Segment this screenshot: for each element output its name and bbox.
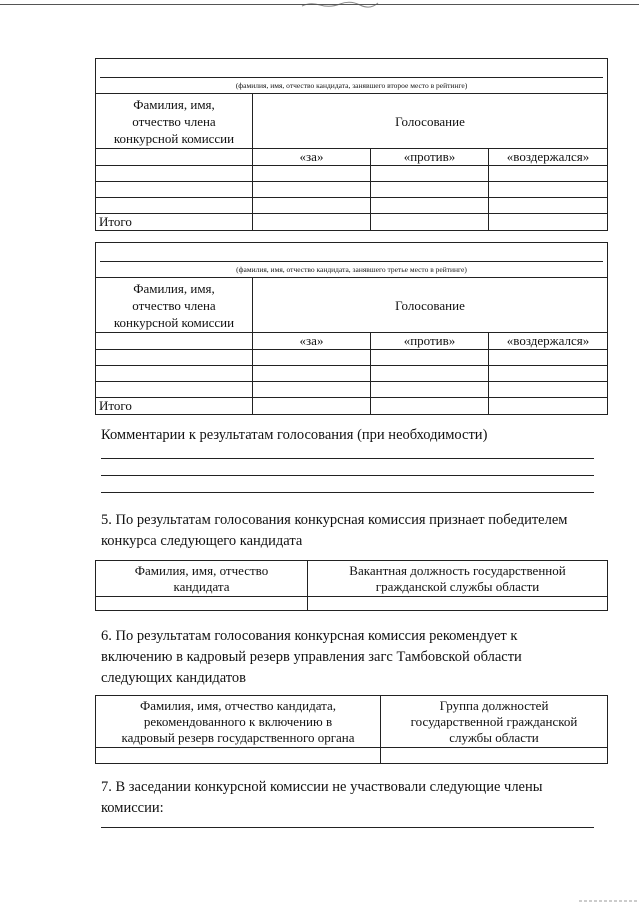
header-line-3: службы области	[449, 729, 539, 745]
table-row	[96, 597, 608, 611]
header-row	[96, 278, 608, 333]
section-7-line-1: 7. В заседании конкурсной комиссии не участвовали следующие члены	[101, 779, 543, 795]
vote-against-header: «против»	[371, 149, 489, 166]
position-group-header	[381, 696, 608, 748]
voting-header: Голосование	[253, 94, 608, 149]
vote-for-header: «за»	[253, 149, 371, 166]
header-row	[96, 696, 608, 748]
member-header-line-1: Фамилия, имя,	[133, 280, 215, 296]
vote-columns-row	[96, 149, 608, 166]
section-7-line-2: комиссии:	[101, 800, 164, 816]
rating-table-third-place	[95, 242, 608, 415]
candidate-name-header	[96, 561, 308, 597]
section-6-line-3: следующих кандидатов	[101, 670, 247, 686]
header-line-1: Фамилия, имя, отчество	[134, 562, 269, 578]
member-header-line-2: отчество члена	[132, 297, 216, 313]
total-label: Итого	[96, 398, 253, 415]
total-row	[96, 398, 608, 415]
scan-artifact	[579, 893, 639, 903]
caption-row	[96, 59, 608, 94]
table-row	[96, 350, 608, 366]
header-line-1: Группа должностей	[439, 697, 549, 713]
section-7-text	[101, 777, 543, 819]
vote-columns-row	[96, 333, 608, 350]
section-6-line-2: включению в кадровый резерв управления загс Тамбовской области	[101, 649, 522, 665]
table-row	[96, 366, 608, 382]
comments-line-1	[101, 458, 594, 459]
table-row	[96, 748, 608, 764]
vote-abstain-header: «воздержался»	[489, 333, 608, 350]
top-border-line	[0, 4, 639, 5]
header-line-3: кадровый резерв государственного органа	[121, 729, 355, 745]
comments-line-2	[101, 475, 594, 476]
header-line-2: гражданской службы области	[375, 578, 540, 594]
candidate-name-cell	[96, 243, 608, 278]
table-row	[96, 382, 608, 398]
empty-cell	[96, 149, 253, 166]
reserve-table	[95, 695, 608, 764]
section-5-line-2: конкурса следующего кандидата	[101, 533, 303, 549]
caption-text: (фамилия, имя, отчество кандидата, занявшего третье место в рейтинге)	[236, 264, 467, 274]
vote-against-header: «против»	[371, 333, 489, 350]
header-line-1: Вакантная должность государственной	[349, 562, 566, 578]
section-6-text	[101, 626, 522, 689]
table-row	[96, 166, 608, 182]
total-label: Итого	[96, 214, 253, 231]
vote-for-header: «за»	[253, 333, 371, 350]
vote-abstain-header: «воздержался»	[489, 149, 608, 166]
comments-label: Комментарии к результатам голосования (при необходимости)	[101, 427, 488, 443]
header-line-2: рекомендованного к включению в	[143, 713, 333, 729]
header-row	[96, 561, 608, 597]
reserve-candidate-header	[96, 696, 381, 748]
member-header	[96, 278, 253, 333]
candidate-name-line	[100, 77, 603, 78]
candidate-name-line	[100, 261, 603, 262]
empty-cell	[96, 333, 253, 350]
member-header	[96, 94, 253, 149]
header-line-1: Фамилия, имя, отчество кандидата,	[139, 697, 337, 713]
section-6-line-1: 6. По результатам голосования конкурсная комиссия рекомендует к	[101, 628, 518, 644]
member-header-line-1: Фамилия, имя,	[133, 96, 215, 112]
header-line-2: государственной гражданской	[410, 713, 578, 729]
caption-row	[96, 243, 608, 278]
caption-text: (фамилия, имя, отчество кандидата, занявшего второе место в рейтинге)	[235, 80, 468, 90]
comments-line-3	[101, 492, 594, 493]
table-row	[96, 182, 608, 198]
absent-members-line	[101, 827, 594, 828]
section-5-line-1: 5. По результатам голосования конкурсная комиссия признает победителем	[101, 512, 568, 528]
winner-table	[95, 560, 608, 611]
voting-header: Голосование	[253, 278, 608, 333]
candidate-name-cell	[96, 59, 608, 94]
total-row	[96, 214, 608, 231]
table-row	[96, 198, 608, 214]
member-header-line-3: конкурсной комиссии	[113, 130, 235, 146]
header-row	[96, 94, 608, 149]
member-header-line-2: отчество члена	[132, 113, 216, 129]
section-5-text	[101, 510, 567, 552]
rating-table-second-place	[95, 58, 608, 231]
member-header-line-3: конкурсной комиссии	[113, 314, 235, 330]
header-line-2: кандидата	[173, 578, 230, 594]
vacant-position-header	[308, 561, 608, 597]
